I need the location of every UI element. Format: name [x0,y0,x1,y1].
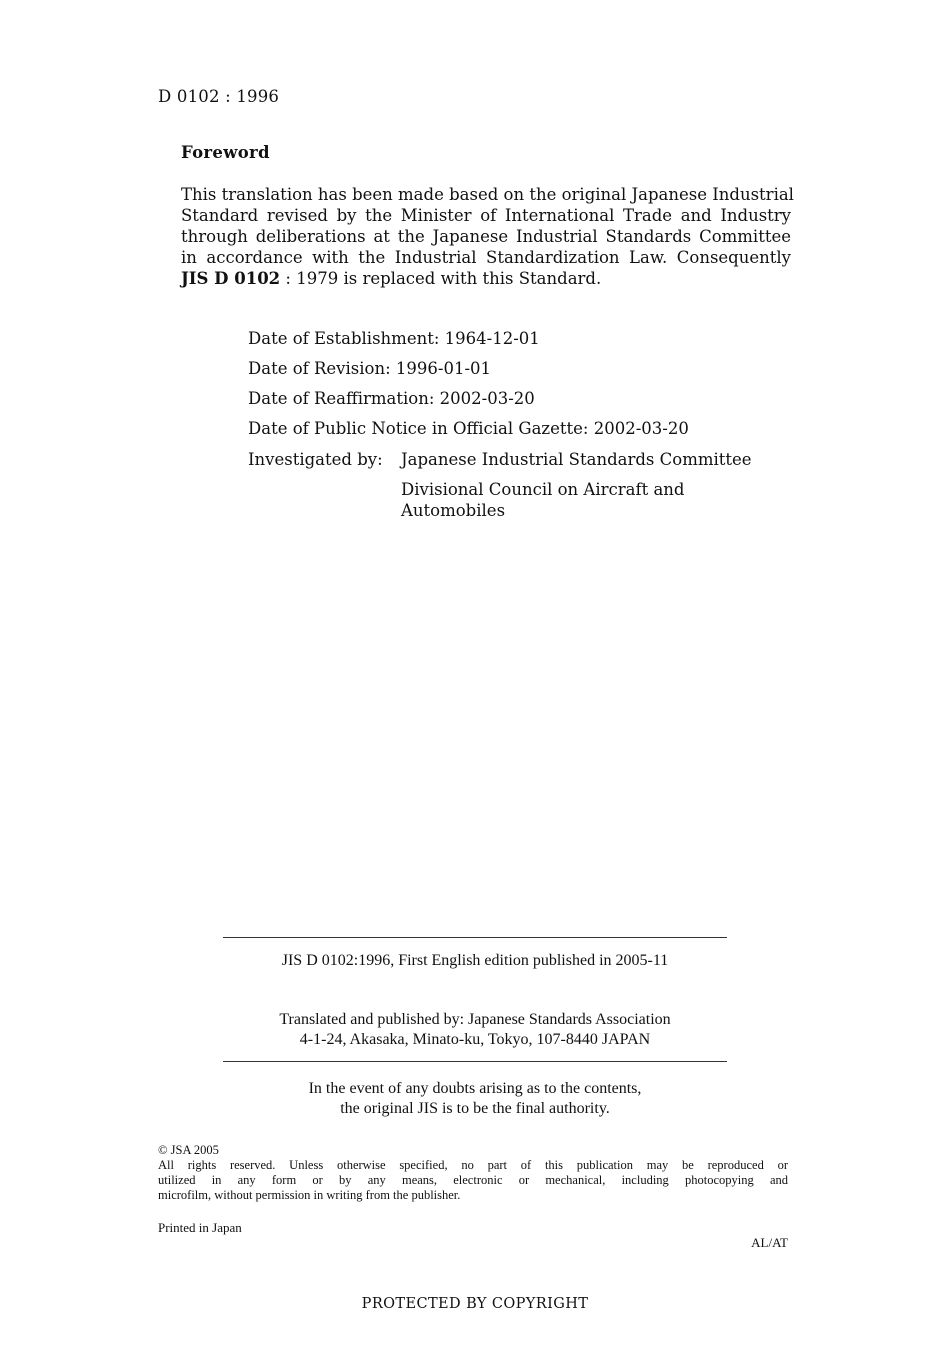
authority-line-1: In the event of any doubts arising as to the contents, [308,1080,642,1097]
foreword-heading: Foreword [181,143,270,162]
printed-in: Printed in Japan [158,1220,242,1235]
date-revision: Date of Revision: 1996-01-01 [248,359,492,378]
dates-block [248,328,689,448]
investigated-label: Investigated by: [248,450,383,469]
document-code-alat: AL/AT [751,1235,788,1250]
protected-by-copyright: PROTECTED BY COPYRIGHT [361,1296,589,1312]
edition-line: JIS D 0102:1996, First English edition published in 2005-11 [281,952,669,969]
standard-reference: JIS D 0102 [181,269,281,288]
document-code: D 0102 : 1996 [158,87,280,106]
address-line: 4-1-24, Akasaka, Minato-ku, Tokyo, 107-8440 JAPAN [299,1031,651,1048]
copyright-notice: © JSA 2005 [158,1143,219,1157]
foreword-line: This translation has been made based on the original Japanese Industrial [181,185,794,204]
divider-top [223,937,727,938]
foreword-paragraph [181,184,794,289]
rights-last-line: microfilm, without permission in writing from the publisher. [158,1188,461,1202]
investigated-council: Divisional Council on Aircraft and Automobiles [401,480,685,520]
foreword-line: through deliberations at the Japanese Industrial Standards Committee [181,227,791,246]
date-establishment: Date of Establishment: 1964-12-01 [248,329,540,348]
foreword-line: in accordance with the Industrial Standardization Law. Consequently [181,248,791,267]
foreword-last-line-text: : 1979 is replaced with this Standard. [280,269,602,288]
rights-line: utilized in any form or by any means, electronic or mechanical, including photocopying and [158,1173,788,1187]
foreword-line: Standard revised by the Minister of International Trade and Industry [181,206,791,225]
copyright-block [158,1143,788,1203]
date-public-notice: Date of Public Notice in Official Gazette: 2002-03-20 [248,419,689,438]
date-reaffirmation: Date of Reaffirmation: 2002-03-20 [248,389,535,408]
publisher-line: Translated and published by: Japanese Standards Association [279,1011,671,1028]
rights-line: All rights reserved. Unless otherwise specified, no part of this publication may be reproduced or [158,1158,788,1172]
foreword-last-line [181,268,791,289]
investigated-committee: Japanese Industrial Standards Committee [401,450,752,469]
divider-bottom [223,1061,727,1062]
authority-line-2: the original JIS is to be the final authority. [340,1100,610,1117]
